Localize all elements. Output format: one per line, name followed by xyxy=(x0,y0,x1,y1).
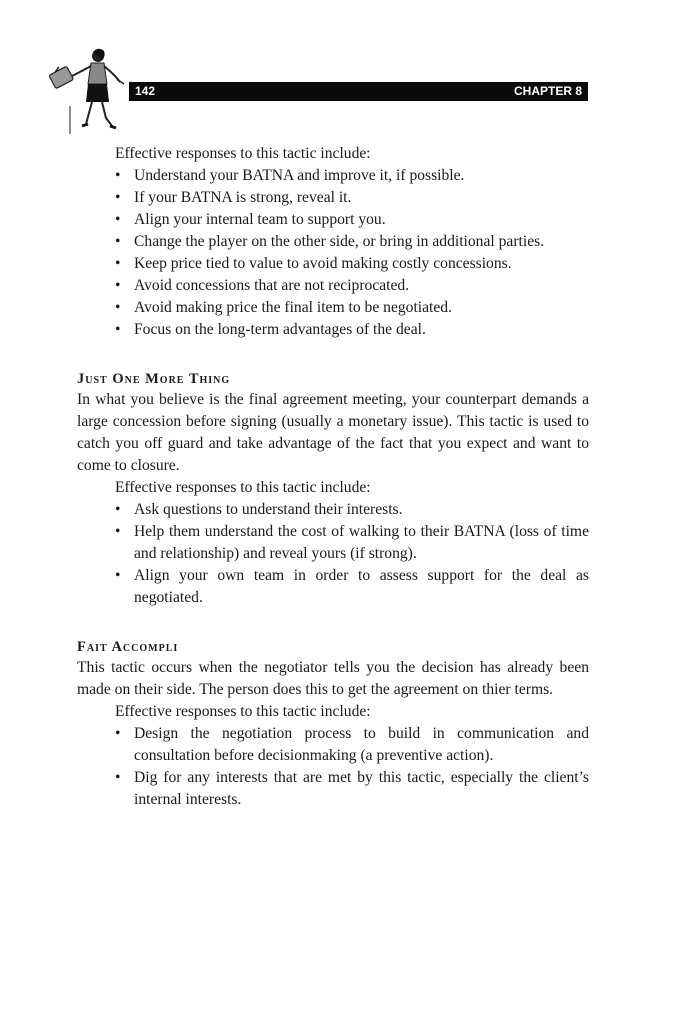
section-heading-just-one-more-thing: Just One More Thing xyxy=(77,371,231,387)
fait-accompli-list xyxy=(77,723,589,811)
just-one-more-thing-lead: Effective responses to this tactic include: xyxy=(115,479,371,496)
chapter-label: CHAPTER 8 xyxy=(513,84,582,98)
intro-responses-list xyxy=(77,165,589,341)
list-item: • Keep price tied to value to avoid making costly concessions. xyxy=(77,253,589,275)
page-body xyxy=(77,143,589,811)
page-number: 142 xyxy=(135,84,156,98)
section-heading-fait-accompli: Fait Accompli xyxy=(77,639,179,655)
list-item: • Design the negotiation process to build in communication and consultation before decisionmaking (a preventive action). xyxy=(77,723,589,767)
fait-accompli-lead: Effective responses to this tactic include: xyxy=(115,703,371,720)
list-item: • Focus on the long-term advantages of the deal. xyxy=(77,319,589,341)
intro-responses-lead: Effective responses to this tactic include: xyxy=(115,145,371,162)
list-item: • Ask questions to understand their interests. xyxy=(77,499,589,521)
list-item: • Align your internal team to support you. xyxy=(77,209,589,231)
list-item: • Understand your BATNA and improve it, if possible. xyxy=(77,165,589,187)
just-one-more-thing-list xyxy=(77,499,589,609)
running-header xyxy=(129,82,588,101)
list-item: • If your BATNA is strong, reveal it. xyxy=(77,187,589,209)
list-item: • Change the player on the other side, or bring in additional parties. xyxy=(77,231,589,253)
list-item: • Help them understand the cost of walking to their BATNA (loss of time and relationship) and reveal yours (if strong). xyxy=(77,521,589,565)
list-item: • Dig for any interests that are met by this tactic, especially the client’s internal interests. xyxy=(77,767,589,811)
list-item: • Avoid concessions that are not reciprocated. xyxy=(77,275,589,297)
list-item: • Align your own team in order to assess support for the deal as negotiated. xyxy=(77,565,589,609)
fait-accompli-paragraph: This tactic occurs when the negotiator tells you the decision has already been made on their side. The person does this to get the agreement on thier terms. xyxy=(77,659,589,698)
just-one-more-thing-paragraph: In what you believe is the final agreement meeting, your counterpart demands a large concession before signing (usually a monetary issue). This tactic is used to catch you off guard and take advantage of the fact that you expect and want to come to closure. xyxy=(77,391,589,474)
businesswoman-illustration xyxy=(46,46,128,134)
list-item: • Avoid making price the final item to be negotiated. xyxy=(77,297,589,319)
